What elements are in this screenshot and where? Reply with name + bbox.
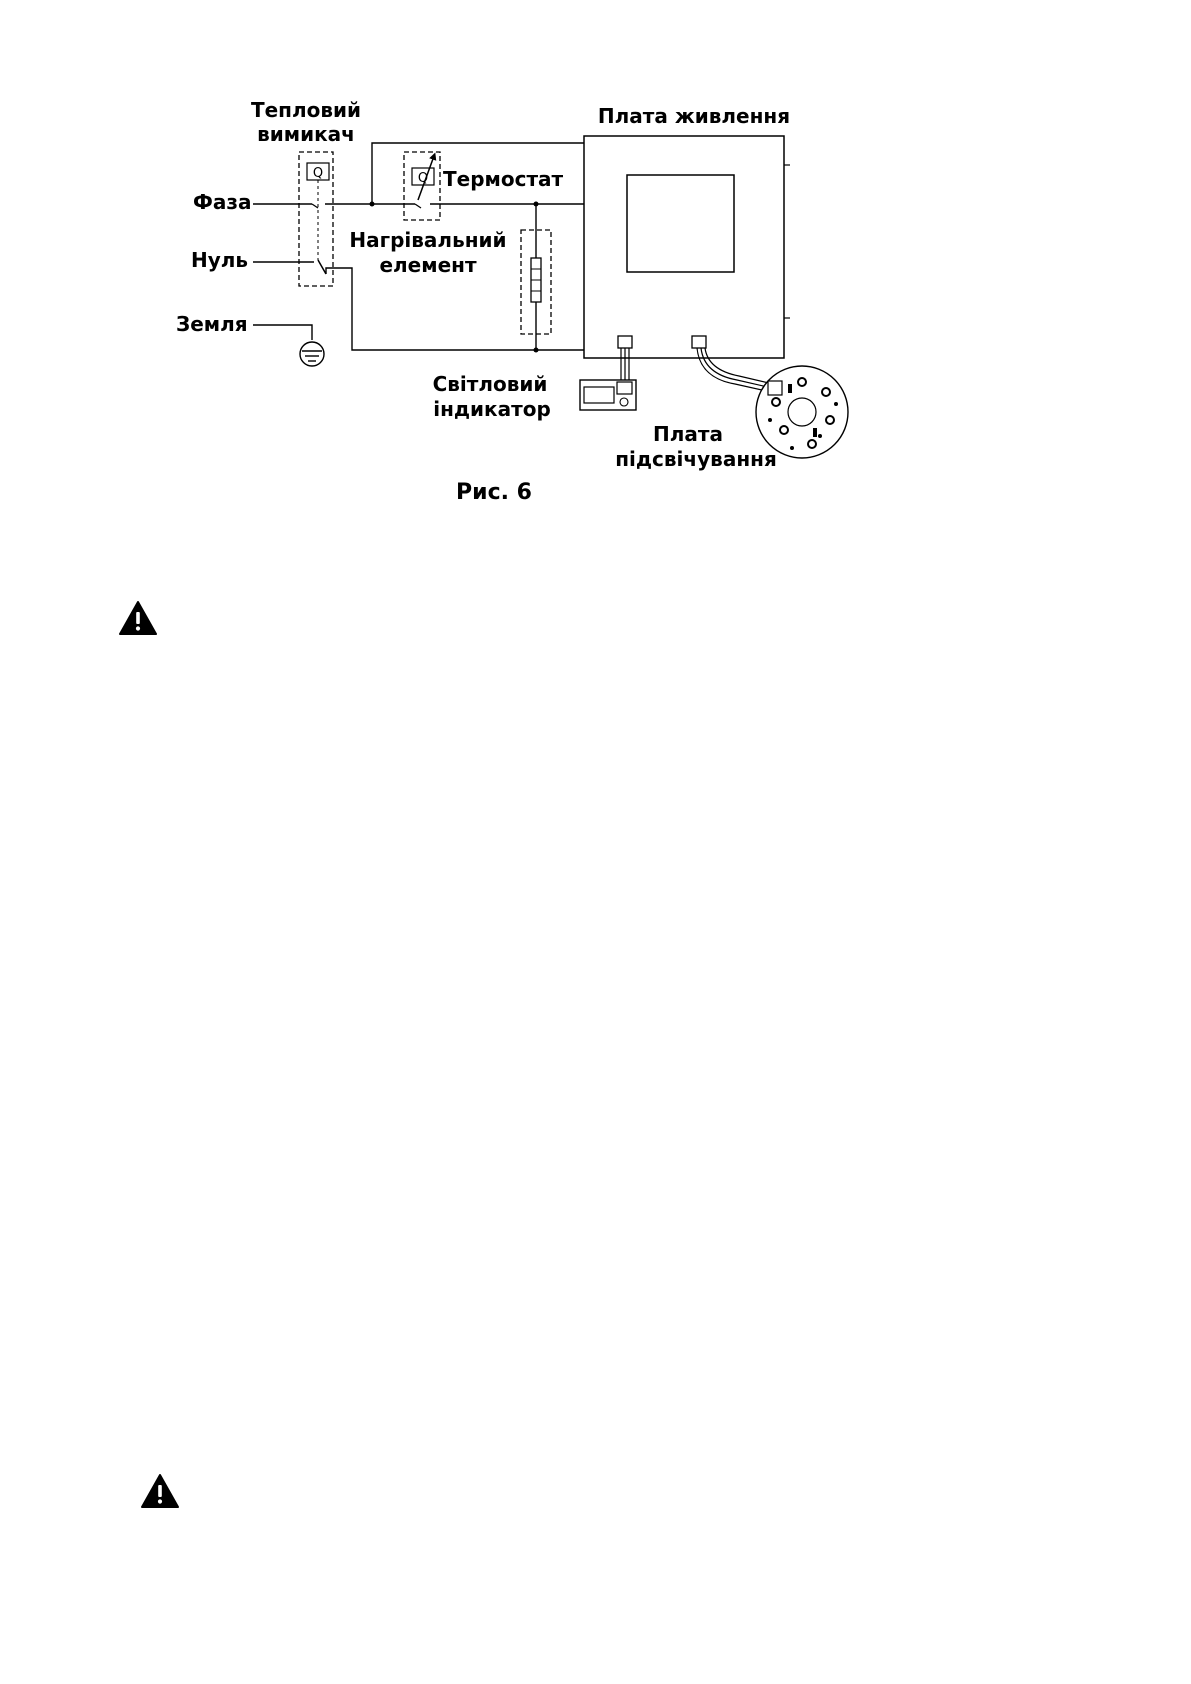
- light-indicator-label-line1: Світловий: [432, 372, 548, 396]
- power-board: [584, 136, 790, 358]
- heating-element: [521, 204, 551, 350]
- figure-caption: Рис. 6: [456, 480, 532, 505]
- thermal-switch-q-label: Q: [312, 166, 324, 181]
- thermal-switch: [299, 152, 333, 286]
- thermostat: [404, 152, 440, 220]
- ground-symbol: [300, 342, 324, 366]
- light-indicator-label-line2: індикатор: [433, 397, 551, 421]
- backlight-board-label-line2: підсвічування: [615, 447, 777, 471]
- backlight-board: [756, 366, 848, 458]
- thermal-switch-label-line1: Тепловий: [250, 98, 362, 122]
- ground-label: Земля: [176, 312, 248, 336]
- phase-wire: [253, 202, 584, 209]
- thermostat-q-label: Q: [417, 171, 429, 186]
- heating-element-label-line1: Нагрівальний: [349, 228, 507, 252]
- neutral-label: Нуль: [191, 248, 249, 272]
- power-board-label: Плата живлення: [597, 104, 791, 128]
- backlight-board-label-line1: Плата: [653, 422, 723, 446]
- warning-triangle-icon: [118, 600, 158, 636]
- phase-label: Фаза: [193, 190, 252, 214]
- heating-element-label-line2: елемент: [379, 253, 477, 277]
- ground-wire: [253, 325, 324, 366]
- warning-triangle-icon: [140, 1473, 180, 1509]
- thermal-switch-label-line2: вимикач: [257, 122, 355, 146]
- thermostat-label: Термостат: [443, 167, 564, 191]
